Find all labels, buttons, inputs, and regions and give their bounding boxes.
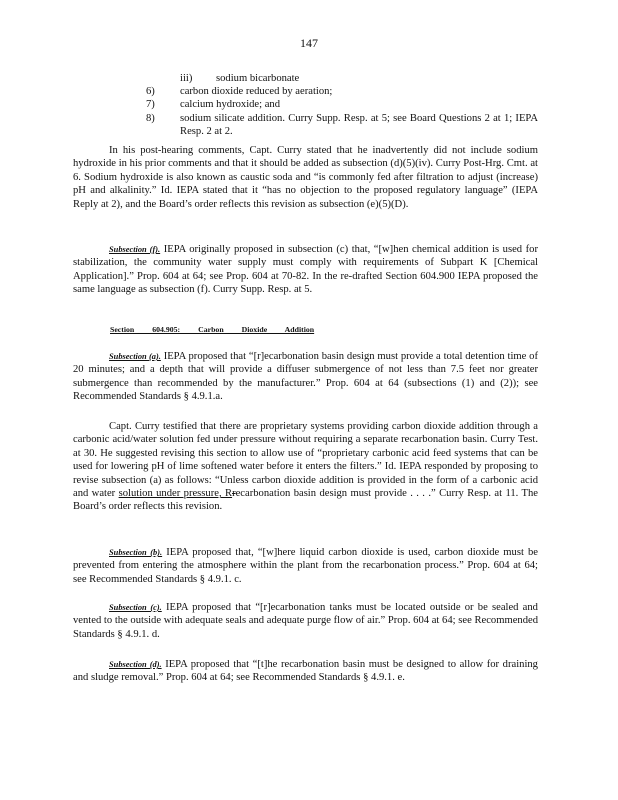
list-item-text: carbon dioxide reduced by aeration; [180,86,333,98]
list-item [0,85,618,98]
struck-text: r [232,488,236,500]
paragraph-text: IEPA proposed that “[t]he recarbonation basin must be designed to allow for draining and sludge removal.” Prop. 604 at 64; see Recommended Standards § 4.9.1. e. [73,659,538,684]
list-item-number: iii) [180,73,193,84]
paragraph-subsection-c [73,601,538,641]
paragraph-sodium-hydroxide: In his post-hearing comments, Capt. Curry stated that he inadvertently did not include sodium hydroxide in his prior comments and that it should be added as subsection (d)(5)(iv). Curry Post-Hrg. Cmt. at 6. Sodium hydroxide is also known as caustic soda and “is commonly fed after filtration to adjust (increase) pH and alkalinity.” Id. IEPA stated that it “has no objection to the proposed regulatory language” (IEPA Reply at 2), and the Board’s order reflects this revision as subsection (e)(5)(D). [73,145,538,210]
list-item-number: 6) [146,86,155,98]
section-heading: Section 604.905: Carbon Dioxide Addition [110,325,315,334]
numbered-list [0,72,618,138]
paragraph-subsection-d [73,658,538,685]
paragraph-subsection-f [73,243,538,297]
list-item-text: sodium silicate addition. Curry Supp. Resp. at 5; see Board Questions 2 at 1; IEPA Resp. 2 at 2. [180,112,538,137]
subsection-label: Subsection (b). [109,548,163,557]
list-item-text: sodium bicarbonate [216,73,300,84]
list-item [0,112,618,138]
list-item-number: 7) [146,99,155,111]
subsection-label: Subsection (c). [109,603,162,612]
subsection-label: Subsection (f). [109,245,161,254]
subsection-label: Subsection (d). [109,660,162,669]
list-item-text: calcium hydroxide; and [180,99,281,111]
inserted-text: solution under pressure, R [118,488,233,500]
page-number: 147 [300,36,318,50]
paragraph-text: IEPA proposed that, “[w]here liquid carbon dioxide is used, carbon dioxide must be prevented from entering the atmosphere within the plant from the recarbonation process.” Prop. 604 at 64; see Recommended Standards § 4.9.1. c. [73,547,539,585]
paragraph-text: IEPA originally proposed in subsection (c) that, “[w]hen chemical addition is used for stabilization, the community water supply must comply with requirements of Subpart K [Chemical Application].” Prop. 604 at 64; see Prop. 604 at 70-82. In the re-drafted Section 604.900 IEPA proposed the same language as subsection (f). Curry Supp. Resp. at 5. [73,244,538,296]
paragraph-text: IEPA proposed that “[r]ecarbonation tanks must be located outside or be sealed and vented to the outside with adequate seals and adequate purge flow of air.” Prop. 604 at 64; see Recommended Standards § 4.9.1. d. [73,602,538,640]
list-item [0,72,618,85]
paragraph-subsection-a [73,350,538,404]
paragraph-text: Capt. Curry testified that there are proprietary systems providing carbon dioxide addition through a carbonic acid/water solution fed under pressure without requiring a separate recarbonation basin. Curry Test. at 30. He suggested revising this section to allow use of “proprietary carbonic acid feed systems that can be used for lowering pH of lime softened water before it enters the filters.” Id. IEPA responded by proposing to revise subsection (a) as follows: “Unless carbon dioxide addition is provided in the form of a carbonic acid and water [73,421,538,500]
list-item-number: 8) [146,112,155,124]
subsection-label: Subsection (a). [109,352,161,361]
paragraph-text: ecarbonation basin design must provide . . . .” Curry Resp. at 11. The Board’s order reflects this revision. [73,488,538,513]
list-item [0,98,618,111]
paragraph-subsection-b [73,546,538,586]
paragraph-text: IEPA proposed that “[r]ecarbonation basin design must provide a total detention time of 20 minutes; and a depth that will provide a diffuser submergence of not less than 7.5 feet nor greater submergence than recommended by the manufacturer.” Prop. 604 at 64 (subsections (1) and (2)); see Recommended Standards § 4.9.1.a. [73,351,538,403]
paragraph-carbonic-acid [73,420,538,514]
